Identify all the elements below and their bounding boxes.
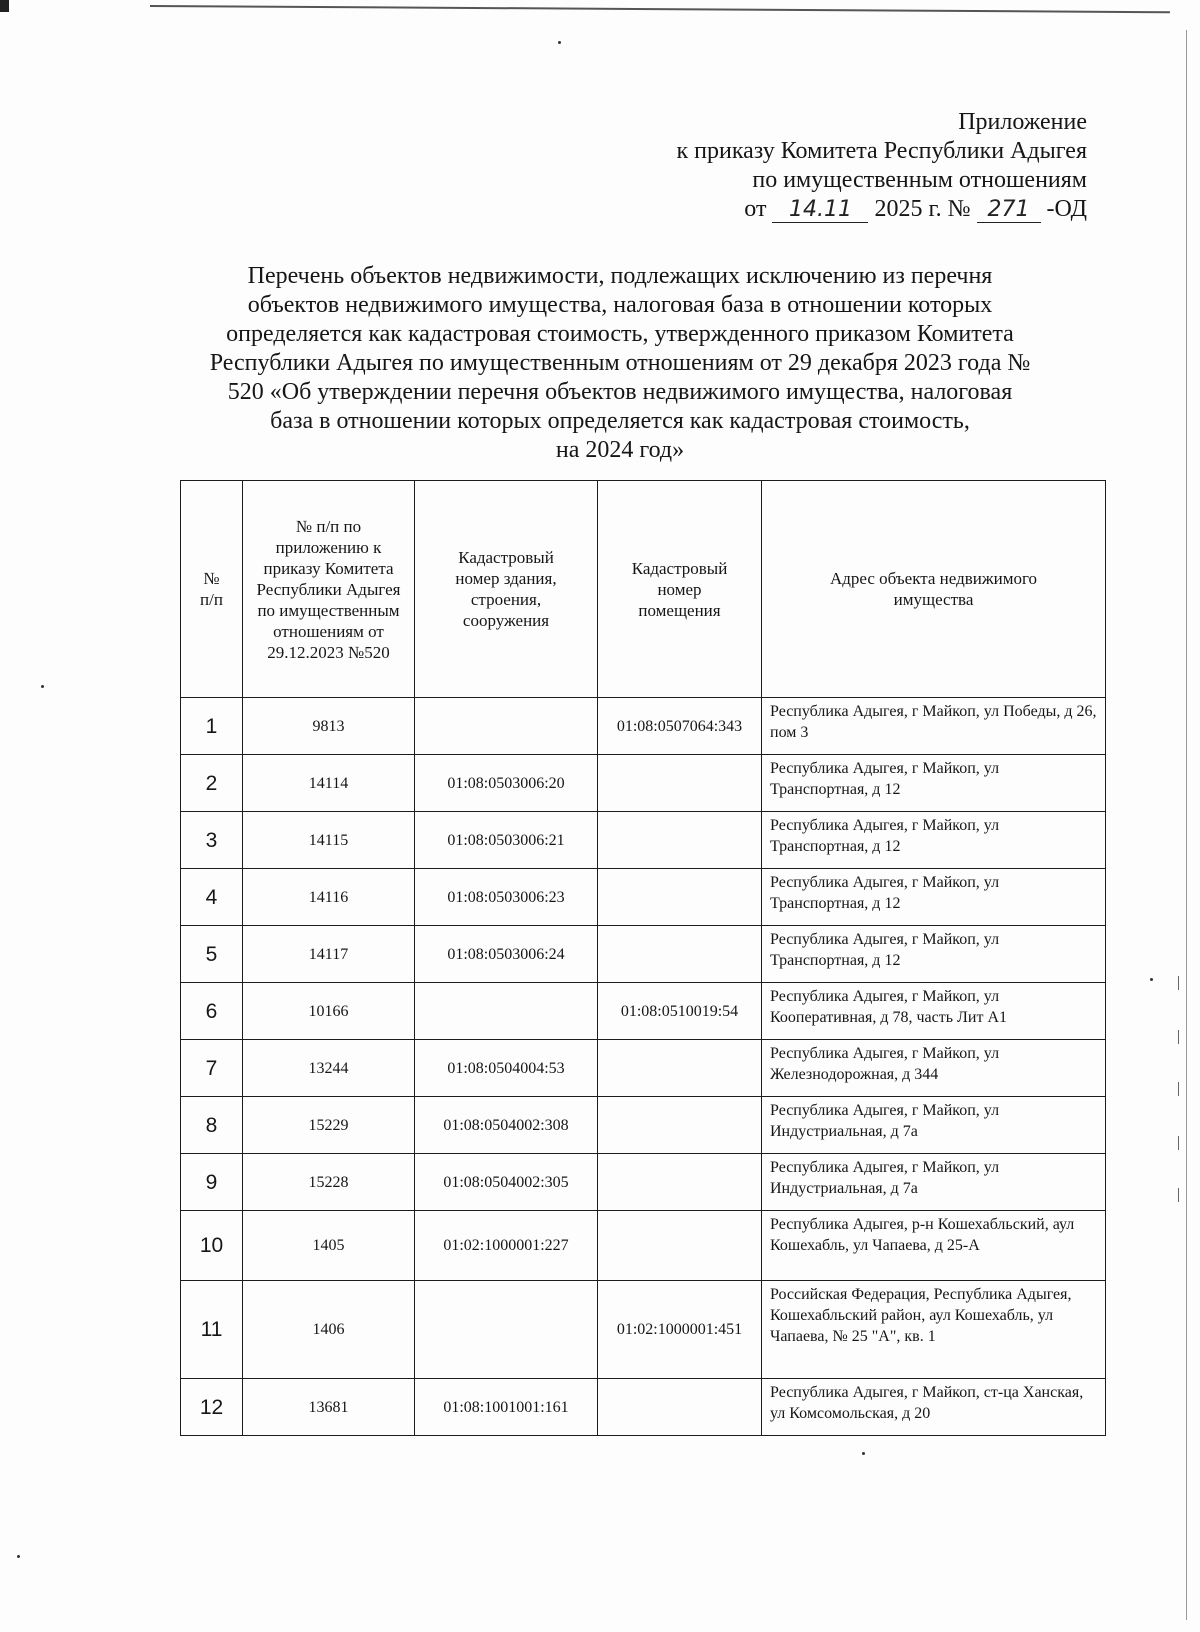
cell-room-cadastral bbox=[598, 1154, 762, 1211]
cell-address: Республика Адыгея, г Майкоп, ул Транспортная, д 12 bbox=[762, 926, 1106, 983]
cell-room-cadastral bbox=[598, 1040, 762, 1097]
cell-ref-number: 14116 bbox=[243, 869, 415, 926]
header-address: Адрес объекта недвижимого имущества bbox=[762, 481, 1106, 698]
table-row bbox=[181, 755, 1106, 812]
cell-building-cadastral: 01:08:0503006:21 bbox=[415, 812, 598, 869]
cell-building-cadastral: 01:02:1000001:227 bbox=[415, 1211, 598, 1281]
table-row bbox=[181, 698, 1106, 755]
cell-address: Республика Адыгея, р-н Кошехабльский, аул Кошехабль, ул Чапаева, д 25-А bbox=[762, 1211, 1106, 1281]
appendix-label: Приложение bbox=[958, 109, 1087, 135]
cell-ref-number: 1406 bbox=[243, 1281, 415, 1379]
scan-speck bbox=[1150, 978, 1153, 981]
cell-address: Республика Адыгея, г Майкоп, ул Транспортная, д 12 bbox=[762, 812, 1106, 869]
header-ref-number: № п/п по приложению к приказу Комитета Республики Адыгея по имущественным отношениям от 29.12.2023 №520 bbox=[243, 481, 415, 698]
cell-room-cadastral: 01:08:0510019:54 bbox=[598, 983, 762, 1040]
cell-address: Республика Адыгея, г Майкоп, ул Железнодорожная, д 344 bbox=[762, 1040, 1106, 1097]
cell-building-cadastral bbox=[415, 983, 598, 1040]
cell-ref-number: 10166 bbox=[243, 983, 415, 1040]
cell-ref-number: 15228 bbox=[243, 1154, 415, 1211]
scan-speck bbox=[558, 41, 561, 44]
header-row-number: № п/п bbox=[181, 481, 243, 698]
table-row bbox=[181, 1211, 1106, 1281]
cell-room-cadastral: 01:02:1000001:451 bbox=[598, 1281, 762, 1379]
cell-building-cadastral: 01:08:0503006:23 bbox=[415, 869, 598, 926]
scan-speck bbox=[17, 1555, 20, 1558]
cell-building-cadastral: 01:08:0504002:305 bbox=[415, 1154, 598, 1211]
cell-row-number: 12 bbox=[181, 1379, 243, 1436]
cell-room-cadastral bbox=[598, 755, 762, 812]
cell-ref-number: 15229 bbox=[243, 1097, 415, 1154]
page-edge-top bbox=[150, 5, 1170, 13]
cell-address: Республика Адыгея, г Майкоп, ст-ца Ханская, ул Комсомольская, д 20 bbox=[762, 1379, 1106, 1436]
cell-building-cadastral: 01:08:1001001:161 bbox=[415, 1379, 598, 1436]
table-row bbox=[181, 1154, 1106, 1211]
cell-ref-number: 9813 bbox=[243, 698, 415, 755]
cell-address: Республика Адыгея, г Майкоп, ул Индустриальная, д 7а bbox=[762, 1154, 1106, 1211]
cell-room-cadastral bbox=[598, 926, 762, 983]
cell-building-cadastral bbox=[415, 1281, 598, 1379]
date-prefix: от bbox=[744, 196, 767, 222]
cell-row-number: 10 bbox=[181, 1211, 243, 1281]
cell-ref-number: 13681 bbox=[243, 1379, 415, 1436]
cell-ref-number: 14115 bbox=[243, 812, 415, 869]
cell-ref-number: 14114 bbox=[243, 755, 415, 812]
handwritten-order-number: 271 bbox=[977, 198, 1041, 223]
header-room-cadastral: Кадастровый номер помещения bbox=[598, 481, 762, 698]
year-text: 2025 г. № bbox=[874, 196, 971, 222]
cell-row-number: 9 bbox=[181, 1154, 243, 1211]
cell-ref-number: 1405 bbox=[243, 1211, 415, 1281]
scan-corner-mark bbox=[0, 0, 9, 12]
cell-row-number: 7 bbox=[181, 1040, 243, 1097]
cell-row-number: 11 bbox=[181, 1281, 243, 1379]
scan-tick bbox=[1178, 1082, 1179, 1096]
cell-building-cadastral bbox=[415, 698, 598, 755]
cell-row-number: 8 bbox=[181, 1097, 243, 1154]
cell-row-number: 6 bbox=[181, 983, 243, 1040]
cell-room-cadastral: 01:08:0507064:343 bbox=[598, 698, 762, 755]
cell-row-number: 5 bbox=[181, 926, 243, 983]
title-line: объектов недвижимого имущества, налоговая база в отношении которых bbox=[247, 292, 993, 318]
cell-building-cadastral: 01:08:0503006:20 bbox=[415, 755, 598, 812]
scan-tick bbox=[1178, 1188, 1179, 1202]
order-suffix: -ОД bbox=[1046, 196, 1087, 222]
title-line: база в отношении которых определяется как кадастровая стоимость, bbox=[270, 408, 970, 434]
table-row bbox=[181, 1281, 1106, 1379]
table-row bbox=[181, 1040, 1106, 1097]
cell-row-number: 3 bbox=[181, 812, 243, 869]
title-line: на 2024 год» bbox=[555, 437, 685, 463]
table-row bbox=[181, 1379, 1106, 1436]
cell-ref-number: 14117 bbox=[243, 926, 415, 983]
table-row bbox=[181, 983, 1106, 1040]
scan-speck bbox=[41, 685, 44, 688]
title-line: Перечень объектов недвижимости, подлежащих исключению из перечня bbox=[247, 263, 993, 289]
cell-row-number: 4 bbox=[181, 869, 243, 926]
cell-address: Республика Адыгея, г Майкоп, ул Транспортная, д 12 bbox=[762, 869, 1106, 926]
cell-ref-number: 13244 bbox=[243, 1040, 415, 1097]
cell-address: Республика Адыгея, г Майкоп, ул Кооперативная, д 78, часть Лит А1 bbox=[762, 983, 1106, 1040]
cell-row-number: 2 bbox=[181, 755, 243, 812]
cell-building-cadastral: 01:08:0504004:53 bbox=[415, 1040, 598, 1097]
cell-room-cadastral bbox=[598, 869, 762, 926]
title-line: определяется как кадастровая стоимость, утвержденного приказом Комитета bbox=[226, 321, 1014, 347]
title-line: Республики Адыгея по имущественным отношениям от 29 декабря 2023 года № bbox=[209, 350, 1031, 376]
appendix-committee: по имущественным отношениям bbox=[752, 167, 1087, 193]
cell-row-number: 1 bbox=[181, 698, 243, 755]
scan-tick bbox=[1178, 1136, 1179, 1150]
cell-room-cadastral bbox=[598, 812, 762, 869]
appendix-header bbox=[676, 108, 1087, 224]
property-table bbox=[180, 480, 1106, 1436]
cell-building-cadastral: 01:08:0504002:308 bbox=[415, 1097, 598, 1154]
table-row bbox=[181, 1097, 1106, 1154]
table-header-row bbox=[181, 481, 1106, 698]
appendix-date-line bbox=[676, 195, 1087, 224]
cell-address: Республика Адыгея, г Майкоп, ул Победы, д 26, пом 3 bbox=[762, 698, 1106, 755]
table-row bbox=[181, 869, 1106, 926]
scan-speck bbox=[862, 1452, 865, 1455]
title-line: 520 «Об утверждении перечня объектов недвижимого имущества, налоговая bbox=[227, 379, 1013, 405]
cell-address: Российская Федерация, Республика Адыгея, Кошехабльский район, аул Кошехабль, ул Чапаева, № 25 "А", кв. 1 bbox=[762, 1281, 1106, 1379]
document-title bbox=[180, 262, 1060, 465]
table-row bbox=[181, 812, 1106, 869]
cell-room-cadastral bbox=[598, 1097, 762, 1154]
scan-tick bbox=[1178, 976, 1179, 990]
cell-address: Республика Адыгея, г Майкоп, ул Транспортная, д 12 bbox=[762, 755, 1106, 812]
appendix-order-ref: к приказу Комитета Республики Адыгея bbox=[676, 138, 1087, 164]
cell-room-cadastral bbox=[598, 1211, 762, 1281]
cell-address: Республика Адыгея, г Майкоп, ул Индустриальная, д 7а bbox=[762, 1097, 1106, 1154]
page-edge-right bbox=[1186, 30, 1187, 1620]
cell-room-cadastral bbox=[598, 1379, 762, 1436]
table-row bbox=[181, 926, 1106, 983]
scan-tick bbox=[1178, 1030, 1179, 1044]
header-building-cadastral: Кадастровый номер здания, строения, сооружения bbox=[415, 481, 598, 698]
handwritten-date: 14.11 bbox=[772, 198, 868, 223]
cell-building-cadastral: 01:08:0503006:24 bbox=[415, 926, 598, 983]
